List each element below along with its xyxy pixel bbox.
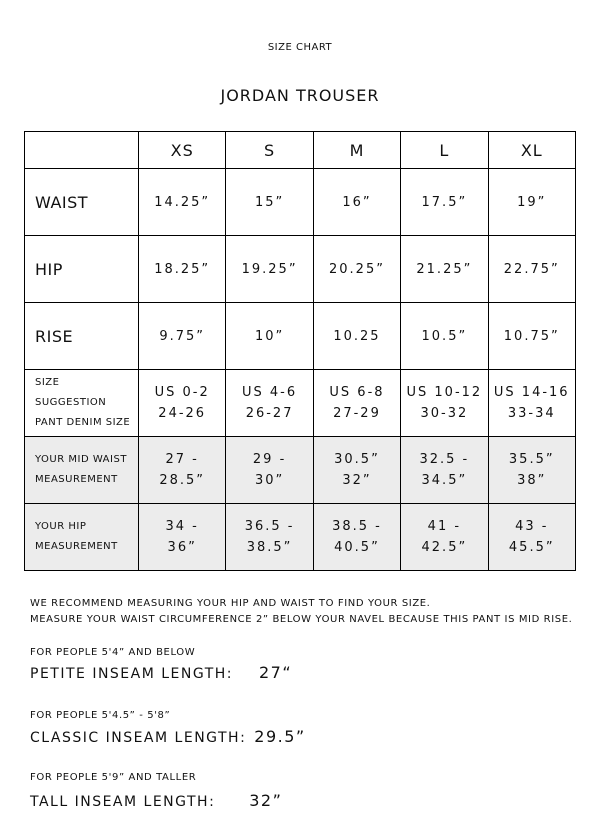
page-title: JORDAN TROUSER [220,86,380,105]
table-cell: US 6-8 27-29 [313,370,400,437]
label-line: PANT DENIM SIZE [35,417,131,428]
tall-inseam [30,791,282,810]
row-label-hip: HIP [25,236,139,303]
table-cell: US 10-12 30-32 [401,370,488,437]
classic-height-note: FOR PEOPLE 5'4.5” - 5'8” [30,710,171,721]
table-cell: 22.75” [488,236,575,303]
table-cell: US 14-16 33-34 [488,370,575,437]
table-row-hip [25,236,576,303]
column-header-l: L [401,132,488,169]
recommendation-note: WE RECOMMEND MEASURING YOUR HIP AND WAIST TO FIND YOUR SIZE. [30,598,431,609]
chart-kicker: SIZE CHART [267,42,333,53]
table-cell: 10.5” [401,303,488,370]
column-header-s: S [226,132,313,169]
label-line: MEASUREMENT [35,474,118,485]
table-cell: 38.5 - 40.5” [313,504,400,571]
petite-height-note: FOR PEOPLE 5'4” AND BELOW [30,647,196,658]
waist-measure-note: MEASURE YOUR WAIST CIRCUMFERENCE 2” BELOW YOUR NAVEL BECAUSE THIS PANT IS MID RISE. [30,614,573,625]
size-chart-table [24,131,576,571]
table-cell: US 0-2 24-26 [139,370,226,437]
label-line: YOUR MID WAIST [35,454,127,465]
table-cell: 41 - 42.5” [401,504,488,571]
table-row-mid-waist [25,437,576,504]
table-cell: 29 - 30” [226,437,313,504]
table-cell: 32.5 - 34.5” [401,437,488,504]
table-row-size-suggestion [25,370,576,437]
table-cell: 35.5” 38” [488,437,575,504]
table-cell: 14.25” [139,169,226,236]
table-cell: 43 - 45.5” [488,504,575,571]
column-header-xl: XL [488,132,575,169]
table-cell: 10.25 [313,303,400,370]
header-row [25,132,576,169]
table-cell: 30.5” 32” [313,437,400,504]
label-line: MEASUREMENT [35,541,118,552]
table-cell: 19” [488,169,575,236]
row-label-waist: WAIST [25,169,139,236]
table-cell: 9.75” [139,303,226,370]
table-cell: 19.25” [226,236,313,303]
classic-inseam-label: CLASSIC INSEAM LENGTH: [30,730,247,746]
row-label-hip-measurement [25,504,139,571]
row-label-size-suggestion [25,370,139,437]
table-cell: 16” [313,169,400,236]
table-cell: 36.5 - 38.5” [226,504,313,571]
table-cell: 34 - 36” [139,504,226,571]
corner-cell [25,132,139,169]
table-cell: 21.25” [401,236,488,303]
table-cell: 10” [226,303,313,370]
table-cell: 27 - 28.5” [139,437,226,504]
petite-inseam [30,663,292,682]
label-line: YOUR HIP [35,521,87,532]
row-label-rise: RISE [25,303,139,370]
classic-inseam-value: 29.5” [254,727,306,746]
table-row-rise [25,303,576,370]
table-cell: US 4-6 26-27 [226,370,313,437]
row-label-mid-waist [25,437,139,504]
label-line: SUGGESTION [35,397,107,408]
table-cell: 15” [226,169,313,236]
classic-inseam [30,727,306,746]
table-row-waist [25,169,576,236]
petite-inseam-value: 27“ [258,663,293,682]
tall-height-note: FOR PEOPLE 5'9” AND TALLER [30,772,197,783]
column-header-xs: XS [139,132,226,169]
tall-inseam-label: TALL INSEAM LENGTH: [30,794,216,810]
table-cell: 20.25” [313,236,400,303]
table-cell: 10.75” [488,303,575,370]
tall-inseam-value: 32” [249,791,283,810]
table-cell: 18.25” [139,236,226,303]
column-header-m: M [313,132,400,169]
table-row-hip-measurement [25,504,576,571]
label-line: SIZE [35,377,60,388]
table-cell: 17.5” [401,169,488,236]
petite-inseam-label: PETITE INSEAM LENGTH: [30,666,234,682]
